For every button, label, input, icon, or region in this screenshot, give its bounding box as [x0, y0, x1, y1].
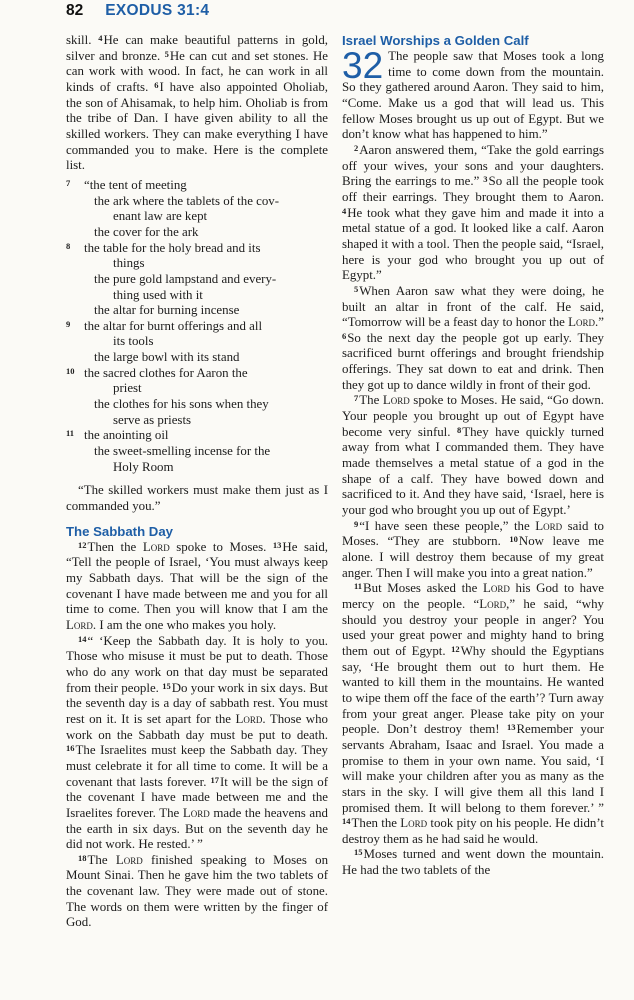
running-head: EXODUS 31:4 [105, 2, 210, 19]
craft-list [66, 178, 328, 475]
paragraph: $^{11}$But Moses asked the Lord his God to have mercy on the people. “Lord,” he said, “why should you destroy your people in anger? You used your great power and mighty hand to bring them out of Egypt. $^{12}$Why should the Egyptians say, ‘He brought them out to hurt them. He wanted to kill them in the mountains. He wanted to wipe them off the face of the earth’? Turn away from your great anger. Please take pity on your people. Don’t destroy them! $^{13}$Remember your servants Abraham, Isaac and Israel. You made a promise to them in your own name. You said, ‘I will make your children after you as many as the stars in the sky. I will give them all this land I promised them. It will belong to them forever.’ ” $^{14}$Then the Lord took pity on his people. He didn’t destroy them as he had said he would. [342, 581, 605, 846]
list-item: $^{10}$ the sacred clothes for Aaron the [66, 365, 248, 380]
list-item: $^7$ “the tent of meeting [66, 177, 187, 192]
list-item-continuation: thing used with it [113, 287, 203, 302]
paragraph-continuation: skill. $^4$He can make beautiful patterns in gold, silver and bronze. $^5$He can cut and set stones. He can work with wood. In fact, he can work in all kinds of crafts. $^6$I have also appointed Oholiab, the son of Ahisamak, to help him. Oholiab is from the tribe of Dan. I have given ability to all the skilled workers. They can make everything I have commanded you to make. Here is the complete list. [66, 33, 328, 173]
right-column [342, 33, 604, 879]
paragraph: $^9$“I have seen these people,” the Lord said to Moses. “They are stubborn. $^{10}$Now leave me alone. I will destroy them because of my great anger. Then I will make you into a great nation.” [342, 518, 605, 580]
list-item: $^9$ the altar for burnt offerings and all [66, 318, 263, 333]
paragraph: $^{12}$Then the Lord spoke to Moses. $^{13}$He said, “Tell the people of Israel, ‘You must always keep my Sabbath days. That will be the sign of the covenant I have made between me and you for all time to come. Then you will know that I am the Lord. I am the one who makes you holy. [66, 539, 328, 632]
paragraph: $^2$Aaron answered them, “Take the gold earrings off your wives, your sons and your daughters. Bring the earrings to me.” $^3$So all the people took off their earrings. They brought them to Aaron. $^4$He took what they gave him and made it into a metal statue of a god. It looked like a calf. Aaron shaped it with a tool. Then the people said, “Israel, here is your god who brought you up out of Egypt.” [342, 142, 604, 283]
list-item: the cover for the ark [94, 224, 199, 239]
list-item: the pure gold lampstand and every- [94, 271, 277, 286]
chapter-number: 32 [342, 45, 384, 86]
left-column [66, 33, 328, 931]
list-item-continuation: Holy Room [113, 459, 174, 474]
list-item-continuation: enant law are kept [113, 209, 208, 224]
page-number: 82 [66, 2, 84, 19]
section-heading-sabbath: The Sabbath Day [66, 523, 173, 539]
list-item: $^8$ the table for the holy bread and its [66, 240, 261, 255]
list-item-continuation: serve as priests [113, 412, 192, 427]
paragraph: $^{14}$“ ‘Keep the Sabbath day. It is holy to you. Those who misuse it must be put to death. Those who do any work on that day must be separated from their people. $^{15}$Do your work in six days. But the seventh day is a day of sabbath rest. You must rest on it. It is set apart for the Lord. Those who work on the Sabbath day must be put to death. $^{16}$The Israelites must keep the Sabbath day. They must celebrate it for all time to come. It will be a covenant that lasts forever. $^{17}$It will be the sign of the covenant I have made between me and the Israelites forever. The Lord made the heavens and the earth in six days. But on the seventh day he did not work. He rested.’ ” [66, 633, 328, 852]
list-item: the large bowl with its stand [94, 350, 240, 365]
list-item-continuation: priest [113, 381, 142, 396]
list-item: the sweet-smelling incense for the [94, 444, 271, 459]
page-header [66, 2, 209, 24]
verse-number: 6 [154, 79, 159, 90]
paragraph: $^5$When Aaron saw what they were doing, he built an altar in front of the calf. He said, “Tomorrow will be a feast day to honor the Lord.” $^6$So the next day the people got up early. They sacrificed burnt offerings and brought friendship offerings. They sat down to eat and drink. Then they got up to dance wildly in front of their god. [342, 283, 604, 392]
list-item-continuation: things [113, 256, 145, 271]
list-item-continuation: its tools [113, 334, 154, 349]
paragraph: $^{18}$The Lord finished speaking to Moses on Mount Sinai. Then he gave him the two tablets of the covenant law. They were made out of stone. The words on them were written by the finger of God. [66, 852, 329, 930]
section-heading-golden-calf: Israel Worships a Golden Calf [342, 33, 529, 48]
list-item: the ark where the tablets of the cov- [94, 193, 280, 208]
verse-number: 4 [98, 33, 103, 43]
list-item: the clothes for his sons when they [94, 397, 269, 412]
list-item: $^{11}$ the anointing oil [66, 428, 169, 443]
verse-number: 5 [164, 48, 169, 59]
paragraph: $^7$The Lord spoke to Moses. He said, “Go down. Your people you brought up out of Egypt have become very sinful. $^8$They have quickly turned away from what I commanded them. They have made themselves a metal statue of a god in the shape of a calf. They have bowed down and sacrificed to it. And they have said, ‘Israel, here is your god who brought you up out of Egypt.’ [342, 393, 605, 518]
list-item: the altar for burning incense [94, 303, 240, 318]
paragraph: 32 The people saw that Moses took a long time to come down from the mountain. So they gathered around Aaron. They said to him, “Come. Make us a god that will lead us. This fellow Moses brought us up out of Egypt. But we don’t know what has happened to him.” [342, 45, 604, 142]
paragraph: “The skilled workers must make them just as I commanded you.” [66, 483, 328, 514]
paragraph: $^{15}$Moses turned and went down the mountain. He had the two tablets of the [342, 847, 604, 878]
